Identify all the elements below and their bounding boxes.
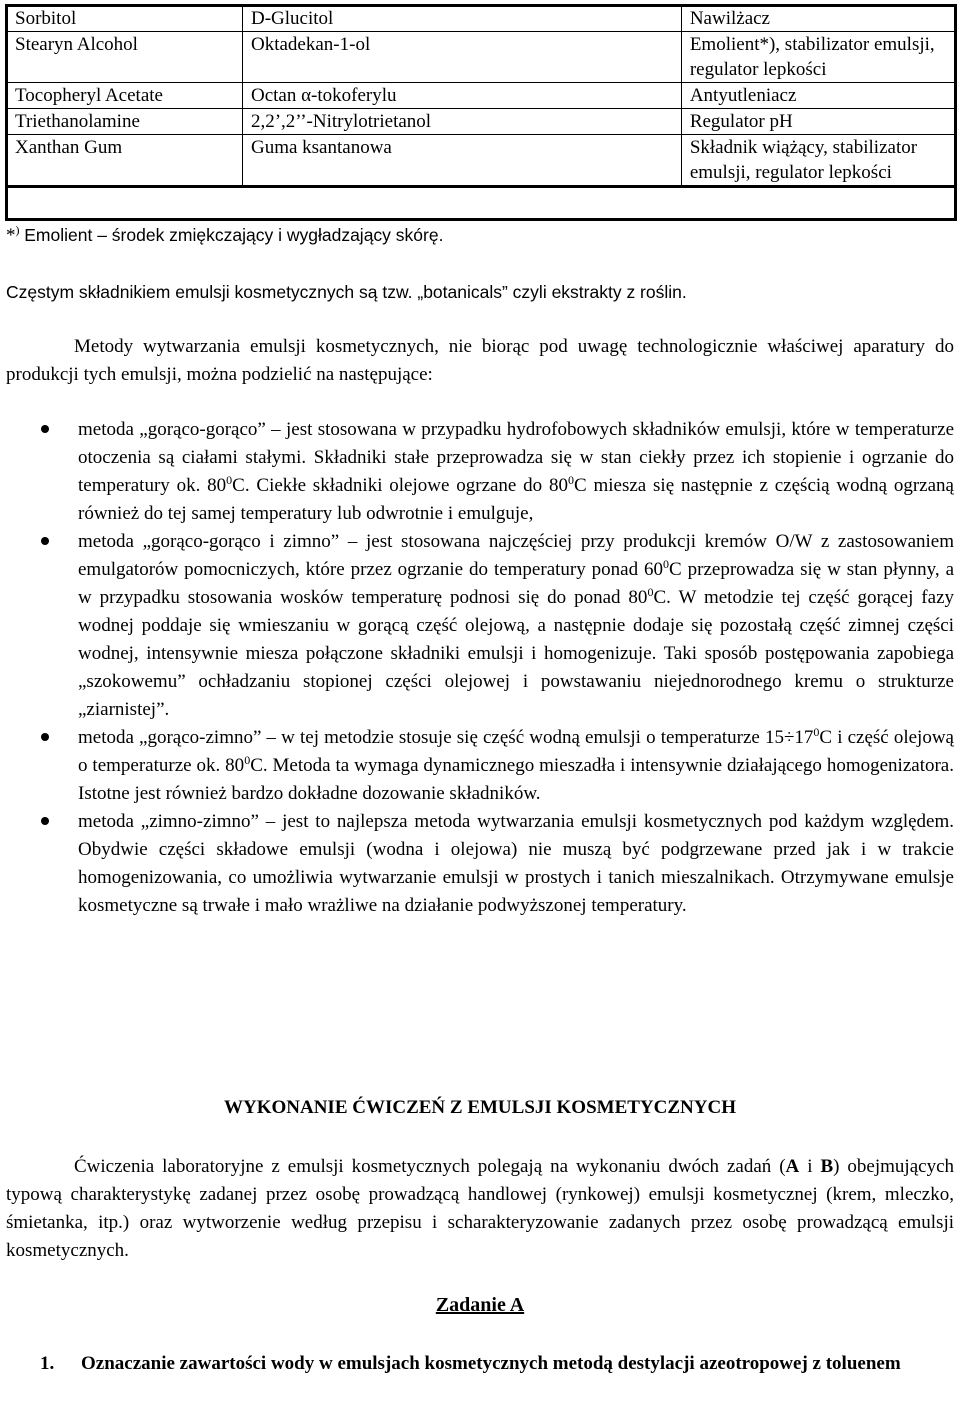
footnote-text: Emolient – środek zmiękczający i wygładzający skórę.	[24, 225, 444, 245]
item-text: Oznaczanie zawartości wody w emulsjach kosmetycznych metodą destylacji azeotropowej z toluenem	[81, 1353, 901, 1374]
table-cell: Emolient*), stabilizator emulsji, regulator lepkości	[681, 32, 956, 83]
list-item-hot-cold: metoda „gorąco-zimno” – w tej metodzie stosuje się część wodną emulsji o temperaturze $15\div 17^0C$ i część olejową o temperaturze ok. $80^0C$. Metoda ta wymaga dynamicznego mieszadła i intensywnie działającego homogenizatora. Istotne jest również bardzo dokładne dozowanie składników.	[78, 724, 954, 808]
table-cell: Octan α-tokoferylu	[242, 83, 681, 109]
botanicals-paragraph: Częstym składnikiem emulsji kosmetycznych są tzw. „botanicals” czyli ekstrakty z roślin.	[6, 282, 687, 302]
table-cell: 2,2’,2’’-Nitrylotrietanol	[242, 109, 681, 135]
table-row	[7, 6, 957, 32]
footnote-sup: )	[15, 223, 20, 237]
footnote	[6, 222, 443, 249]
table-row	[7, 83, 957, 109]
table-cell: Nawilżacz	[681, 6, 956, 32]
intro-paragraph: Metody wytwarzania emulsji kosmetycznych, nie biorąc pod uwagę technologicznie właściwej aparatury do produkcji tych emulsji, można podzielić na następujące:	[6, 336, 954, 385]
numbered-item	[40, 1350, 954, 1378]
table-cell: Guma ksantanowa	[242, 135, 681, 187]
table-cell: D-Glucitol	[242, 6, 681, 32]
ingredients-table	[6, 5, 957, 188]
exercise-paragraph: Ćwiczenia laboratoryjne z emulsji kosmetycznych polegają na wykonaniu dwóch zadań (A i B) obejmujących typową charakterystykę zadanej przez osobę prowadzącą handlowej (rynkowej) emulsji kosmetycznej (krem, mleczko, śmietanka, itp.) oraz wytworzenie według przepisu i scharakteryzowanie zadanych przez osobę prowadzącą emulsji kosmetycznych.	[6, 1156, 955, 1261]
list-item-hot-hot: metoda „gorąco-gorąco” – jest stosowana w przypadku hydrofobowych składników emulsji, które w temperaturze otoczenia są ciałami stałymi. Składniki stałe przeprowadza się w stan ciekły przez ich stopienie i ogrzanie do temperatury ok. $80^0C$. Ciekłe składniki olejowe ogrzane do $80^0C$ miesza się następnie z częścią wodną ogrzaną również do tej samej temperatury lub odwrotnie i emulguje,	[78, 416, 954, 528]
table-cell: Tocopheryl Acetate	[7, 83, 243, 109]
table-cell: Stearyn Alcohol	[7, 32, 243, 83]
table-cell: Xanthan Gum	[7, 135, 243, 187]
table-cell: Triethanolamine	[7, 109, 243, 135]
table-cell: Składnik wiążący, stabilizator emulsji, regulator lepkości	[681, 135, 956, 187]
footnote-mark: *	[6, 225, 16, 246]
list-item-cold-cold: metoda „zimno-zimno” – jest to najlepsza metoda wytwarzania emulsji kosmetycznych pod każdym względem. Obydwie części składowe emulsji (wodna i olejowa) nie muszą być podgrzewane przed jak i w trakcie homogenizowania, co umożliwia wytwarzanie emulsji w prostych i tanich mieszalnikach. Otrzymywane emulsje kosmetyczne są trwałe i mało wrażliwe na działanie podwyższonej temperatury.	[78, 808, 954, 920]
methods-list	[0, 416, 960, 920]
table-cell: Antyutleniacz	[681, 83, 956, 109]
list-item-hot-hot-cold: metoda „gorąco-gorąco i zimno” – jest stosowana najczęściej przy produkcji kremów O/W z zastosowaniem emulgatorów pomocniczych, które przez ogrzanie do temperatury ponad $60^0C$ przeprowadza się w stan płynny, a w przypadku stosowania wosków temperaturę podnosi się do ponad $80^0C$. W metodzie tej część gorącej fazy wodnej poddaje się wmieszaniu w gorącą część olejową, a następnie dodaje się pozostałą część zimnej części wodnej, intensywnie miesza połączone składniki emulsji i homogenizuje. Taki sposób postępowania zapobiega „szokowemu” ochładzaniu stopionej części olejowej i powstawaniu niejednorodnego kremu o strukturze „ziarnistej”.	[78, 528, 954, 724]
section-heading: WYKONANIE ĆWICZEŃ Z EMULSJI KOSMETYCZNYCH	[223, 1097, 736, 1118]
table-row	[7, 32, 957, 83]
item-number: 1.	[40, 1353, 55, 1374]
table-row	[7, 135, 957, 187]
table-cell: Regulator pH	[681, 109, 956, 135]
task-heading: Zadanie A	[435, 1294, 525, 1316]
table-cell: Oktadekan-1-ol	[242, 32, 681, 83]
table-row	[7, 109, 957, 135]
table-cell: Sorbitol	[7, 6, 243, 32]
